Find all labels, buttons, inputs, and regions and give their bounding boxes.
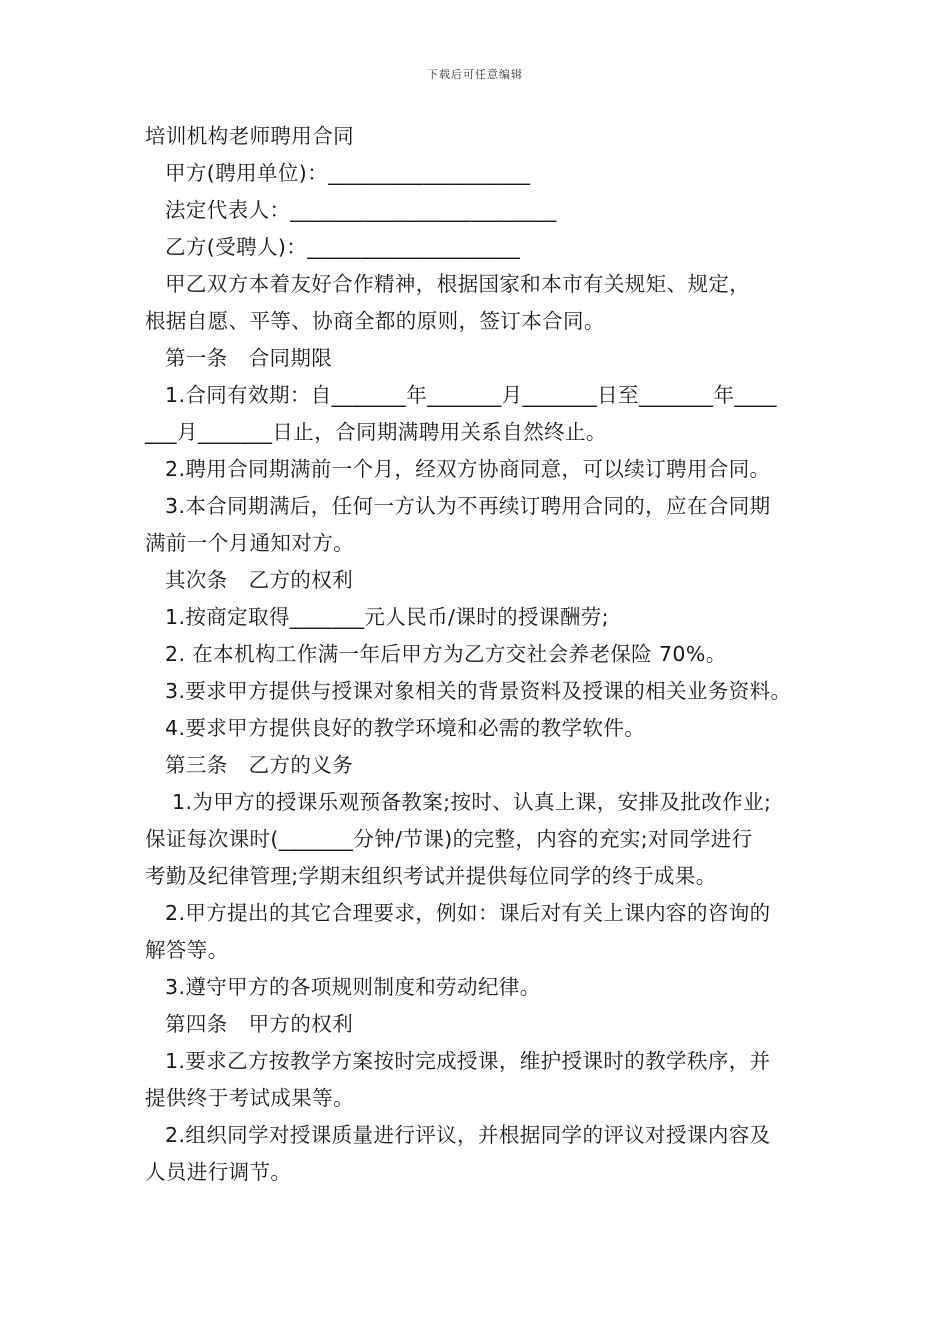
paragraph-line: 甲乙双方本着友好合作精神，根据国家和本市有关规矩、规定， xyxy=(165,272,751,296)
legal-representative-line: 法定代表人：_________________________ xyxy=(165,198,557,222)
article-heading: 其次条 乙方的权利 xyxy=(165,568,354,592)
paragraph-line: 3.要求甲方提供与授课对象相关的背景资料及授课的相关业务资料。 xyxy=(165,679,792,703)
paragraph-line: 1.要求乙方按教学方案按时完成授课，维护授课时的教学秩序，并 xyxy=(165,1049,771,1073)
party-b-line: 乙方(受聘人)：____________________ xyxy=(165,235,521,259)
paragraph-line: 考勤及纪律管理;学期末组织考试并提供每位同学的终于成果。 xyxy=(145,864,717,888)
paragraph-line: 提供终于考试成果等。 xyxy=(145,1086,354,1110)
paragraph-line: 根据自愿、平等、协商全都的原则，签订本合同。 xyxy=(145,309,605,333)
article-heading: 第一条 合同期限 xyxy=(165,346,333,370)
party-a-line: 甲方(聘用单位)：___________________ xyxy=(165,161,531,185)
paragraph-line: ___月_______日止，合同期满聘用关系自然终止。 xyxy=(145,420,607,444)
paragraph-line: 2.甲方提出的其它合理要求，例如：课后对有关上课内容的咨询的 xyxy=(165,901,771,925)
paragraph-line: 1.合同有效期：自_______年_______月_______日至_______年____ xyxy=(165,383,777,407)
paragraph-line: 满前一个月通知对方。 xyxy=(145,531,354,555)
paragraph-line: 保证每次课时(_______分钟/节课)的完整，内容的充实;对同学进行 xyxy=(145,827,753,851)
paragraph-line: 3.遵守甲方的各项规则制度和劳动纪律。 xyxy=(165,975,541,999)
article-heading: 第四条 甲方的权利 xyxy=(165,1012,354,1036)
paragraph-line: 1.按商定取得_______元人民币/课时的授课酬劳; xyxy=(165,605,609,629)
contract-document xyxy=(145,118,820,1191)
document-title: 培训机构老师聘用合同 xyxy=(145,124,354,148)
paragraph-line: 人员进行调节。 xyxy=(145,1160,292,1184)
page-header: 下载后可任意编辑 xyxy=(427,68,523,81)
article-heading: 第三条 乙方的义务 xyxy=(165,753,354,777)
paragraph-line: 2. 在本机构工作满一年后甲方为乙方交社会养老保险 70%。 xyxy=(165,642,727,666)
paragraph-line: 解答等。 xyxy=(145,938,229,962)
paragraph-line: 3.本合同期满后，任何一方认为不再续订聘用合同的，应在合同期 xyxy=(165,494,771,518)
paragraph-line: 2.组织同学对授课质量进行评议，并根据同学的评议对授课内容及 xyxy=(165,1123,771,1147)
paragraph-line: 4.要求甲方提供良好的教学环境和必需的教学软件。 xyxy=(165,716,646,740)
paragraph-line: 2.聘用合同期满前一个月，经双方协商同意，可以续订聘用合同。 xyxy=(165,457,771,481)
paragraph-line: 1.为甲方的授课乐观预备教案;按时、认真上课，安排及批改作业; xyxy=(172,790,772,814)
